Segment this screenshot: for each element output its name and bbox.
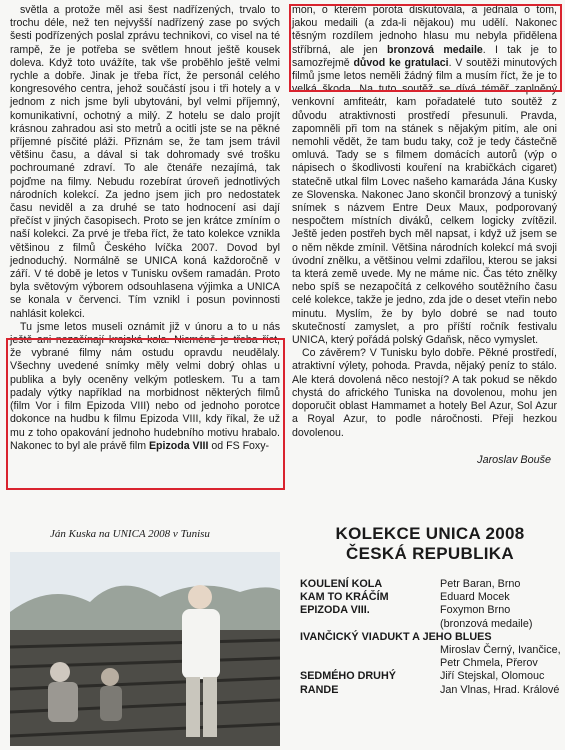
article-paragraph: Co závěrem? V Tunisku bylo dobře. Pěkné prostředí, atraktivní výlety, pohoda. Pravda, nějaký peníz to stálo. Ale která dovolená něco nestojí? A tak pokud se někdo chystá do afrického Tuniska na dovolenou, mohu jen doporučit oblast Hammamet a hotely Bel Azur, Sol Azur a Royal Azur, to podle náročnosti. Přeji hezkou dovolenou. bbox=[292, 347, 557, 439]
collection-entry bbox=[300, 631, 562, 644]
film-title: SEDMÉHO DRUHÝ bbox=[300, 670, 396, 683]
photo-illustration bbox=[10, 552, 280, 746]
collection-entry bbox=[300, 591, 562, 604]
article-text: mon, o kterém porota diskutovala, a jednala o tom, jakou medaili (a zda-li nějakou) mu udělí. Nakonec těsným rozdílem jednoho hlasu mu nebyla přidělena stříbrná, ale jen bbox=[292, 4, 557, 56]
collection-title-line: ČESKÁ REPUBLIKA bbox=[346, 544, 514, 563]
article-paragraph: světla a protože měl asi šest nadřízených, trvalo to trochu déle, než ten nejvyšší nadřízený zase po svých šesti podřízených poslal zprávu technikovi, co visel na té rampě, že je potřeba se světlem hnout ještě kousek doleva. Když toto uvážíte, tak vše proběhlo ještě velmi rychle a dobře. Jinak je třeba říct, že personál celého kongresového centra, jehož součástí jsou i tři hotely a v jednom z nich jsme byli ubytováni, byl velmi příjemný, komunikativní, ochotný a milý. Z hotelu se dalo projít krásnou zahradou asi sto metrů a ocitli jste se na pěkné příjemné písčité pláži. Přiznám se, že tam jsem trávil většinu času, a dával si tak dohromady své trošku pochroumané zdraví. To ale čtenáře nezajímá, tak pojďme na filmy. Nebudu rozebírat úroveň jednotlivých národních kolekcí. Za jedno jsem jich pro nedostatek času neviděl a za druhé se tato hodnocení asi dají přečíst v jiných časopisech. Proto se jen krátce zmíním o naší kolekci. Za prvé je třeba říct, že tato kolekce vznikla většinou z filmů Českého lvíčka 2007. Dovod byl jednoduchý. Normálně se UNICA koná každoročně v září. V té době je letos v Tunisku ovšem ramadán. Proto byla světovým výborem odsouhlasena výjimka a UNICA se konala v červenci. Tím vznikl i posun povinnosti nahlásit kolekci. bbox=[10, 4, 280, 320]
film-author: Jan Vlnas, Hrad. Králové bbox=[440, 683, 560, 696]
article-signature: Jaroslav Bouše bbox=[477, 454, 551, 466]
film-title: RANDE bbox=[300, 683, 339, 696]
film-title bbox=[300, 657, 440, 670]
collection-entries bbox=[300, 578, 562, 697]
collection-entry bbox=[300, 684, 562, 697]
collection-entry bbox=[300, 644, 562, 657]
photo-caption: Ján Kuska na UNICA 2008 v Tunisu bbox=[50, 528, 210, 540]
article-paragraph bbox=[292, 4, 557, 347]
film-title-emphasis: Epizoda VIII bbox=[148, 439, 209, 452]
film-title bbox=[300, 644, 440, 657]
article-text: . I tak je to samozřejmě bbox=[292, 43, 558, 69]
film-author: Petr Chmela, Přerov bbox=[440, 657, 538, 670]
collection-entry bbox=[300, 618, 562, 631]
film-title: KAM TO KRÁČÍM bbox=[300, 591, 389, 604]
collection-title-line: KOLEKCE UNICA 2008 bbox=[335, 524, 525, 543]
article-left-column bbox=[10, 4, 280, 453]
article-right-column bbox=[292, 4, 557, 440]
film-author: Jiří Stejskal, Olomouc bbox=[440, 670, 545, 683]
film-title: IVANČICKÝ VIADUKT A JEHO BLUES bbox=[300, 630, 492, 643]
film-author: Miroslav Černý, Ivančice, bbox=[440, 644, 561, 657]
collection-entry bbox=[300, 657, 562, 670]
article-text: . V soutěži minutových filmů jsme letos neměli žádný film a musím říct, že je to velká škoda. Na tuto soutěž se dívá téměř zaplněný venkovní amfiteátr, kam pořadatelé tuto soutěž z důvodu atraktivnosti prostředí přesunuli. Pravda, zapomněli při tom na stánek s nějakým pitím, ale oni nemohli vědět, že tam budu taky, což je tedy částečně omluvá. Tady se s filmem domácích autorů (výp o nápisech o škodlivosti kouření na krabičkách cigaret) statečně utkal film Lovec našeho kamaráda Jána Kusky ze Slovenska. Nakonec Jano skončil bronzový a tuniský snímek s názvem Entre Deux Maux, podporovaný nespočtem místních diváků, celkem logicky zvítězil. Ještě jeden postřeh bych měl napsat, i když už jsem se o něm někde zmínil. Většina národních kolekcí má svoji úvodní znělku, a většinou velmi zdařilou, kterou se jaksi ta která země uvede. My ne máme nic. Čas této znělky nebo spíš se nezapočítá z celkového soutěžního času celé kolekce, takže je jedno, zda jde o deset vteřin nebo minutu. Myslím, že by bylo dobré se nad touto skutečností zamyslet, a pro příští ročník festivalu UNICA, který pořádá polský Gdaňsk, něco vymyslet. bbox=[292, 56, 558, 347]
medal-emphasis: bronzová medaile bbox=[386, 43, 483, 56]
collection-entry bbox=[300, 578, 562, 591]
film-author: Foxymon Brno bbox=[440, 604, 511, 617]
collection-title bbox=[300, 524, 560, 564]
collection-entry bbox=[300, 670, 562, 683]
film-author: (bronzová medaile) bbox=[440, 617, 533, 630]
article-text: od FS Foxy- bbox=[208, 439, 270, 452]
article-text: Tu jsme letos museli oznámit již v únoru a to u nás ještě ani nezačínají krajská kola. Nicméně je třeba říct, že vybrané filmy nám ostudu opravdu neudělaly. Všechny uvedené snímky měly velmi dobrý ohlas u publika a byly oceněny velkým potleskem. Tu a tam padaly výtky například na morbidnost některých filmů (film Vor i film Epizoda VIII) nebo od jednoho porotce dokonce na hudbu k filmu Epizoda VIII, kdy říkal, že už mu z toho opakování jednoho hudebního motivu hrabalo. Nakonec to byl ale právě film bbox=[10, 320, 280, 452]
film-title bbox=[300, 618, 440, 631]
congratulation-emphasis: důvod ke gratulaci bbox=[353, 56, 449, 69]
article-paragraph bbox=[10, 321, 280, 453]
film-title: KOULENÍ KOLA bbox=[300, 578, 383, 590]
film-title: EPIZODA VIII. bbox=[300, 604, 370, 617]
collection-entry bbox=[300, 604, 562, 617]
film-author bbox=[492, 631, 562, 644]
film-author: Petr Baran, Brno bbox=[440, 578, 521, 590]
photo-jan-kuska bbox=[10, 552, 280, 746]
film-author: Eduard Mocek bbox=[440, 591, 510, 604]
